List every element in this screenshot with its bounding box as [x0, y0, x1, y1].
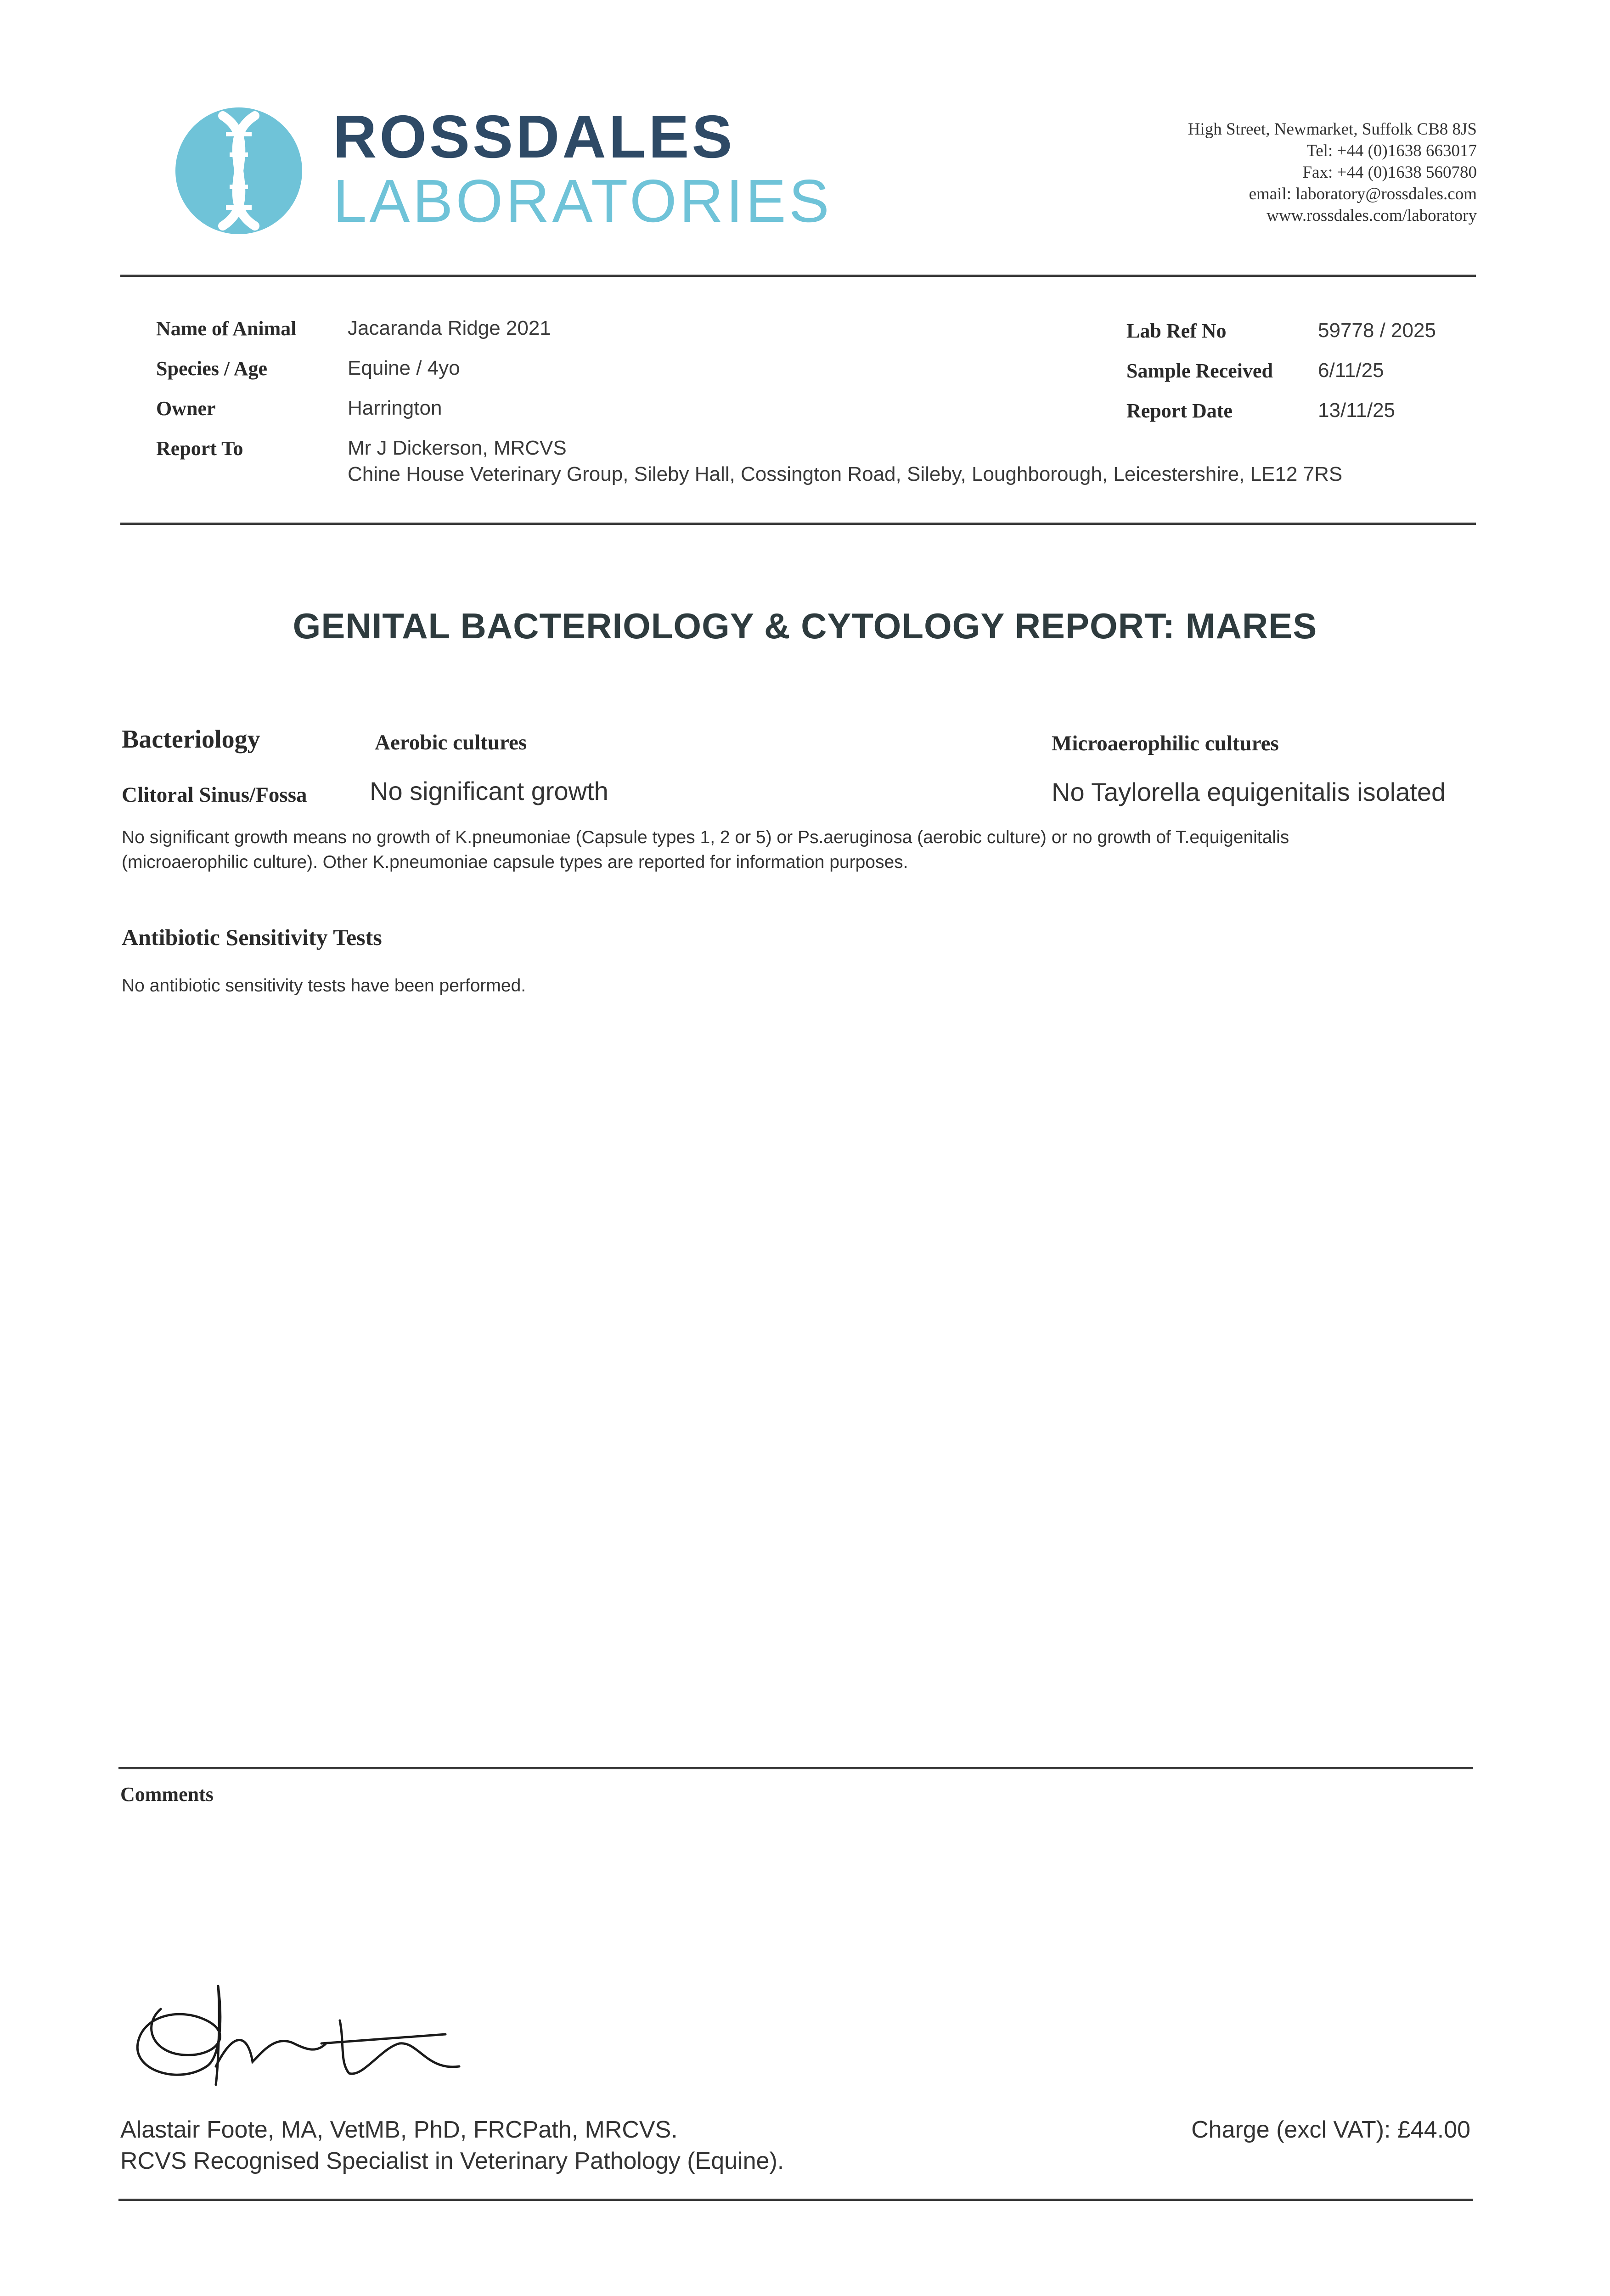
footer-divider [118, 2199, 1473, 2201]
report-to-label: Report To [156, 437, 243, 460]
animal-name-label: Name of Animal [156, 317, 297, 340]
report-to-line1: Mr J Dickerson, MRCVS [348, 437, 567, 459]
signature [124, 1975, 473, 2112]
header-divider [120, 275, 1476, 277]
antibiotic-heading: Antibiotic Sensitivity Tests [122, 924, 382, 950]
signatory-name: Alastair Foote, MA, VetMB, PhD, FRCPath, MRCVS. [120, 2116, 678, 2143]
charge-text: Charge (excl VAT): £44.00 [1191, 2116, 1470, 2143]
aerobic-cultures-heading: Aerobic cultures [375, 731, 527, 754]
logo-wordmark-line1: ROSSDALES [333, 103, 735, 170]
comments-divider [118, 1767, 1473, 1769]
comments-heading: Comments [120, 1783, 214, 1806]
report-title: GENITAL BACTERIOLOGY & CYTOLOGY REPORT: MARES [293, 606, 1317, 646]
sample-received-value: 6/11/25 [1318, 359, 1384, 382]
antibiotic-text: No antibiotic sensitivity tests have been performed. [122, 976, 526, 996]
report-date-label: Report Date [1126, 400, 1233, 422]
bacteriology-note [122, 825, 1481, 875]
info-divider [120, 523, 1476, 525]
dna-helix-icon [175, 107, 303, 235]
microaerophilic-result: No Taylorella equigenitalis isolated [1052, 777, 1446, 806]
species-age-label: Species / Age [156, 357, 267, 380]
contact-email: email: laboratory@rossdales.com [1249, 185, 1477, 203]
lab-ref-value: 59778 / 2025 [1318, 319, 1436, 342]
contact-tel: Tel: +44 (0)1638 663017 [1306, 141, 1477, 160]
signatory-title: RCVS Recognised Specialist in Veterinary Pathology (Equine). [120, 2148, 784, 2174]
signatory-block [120, 2114, 784, 2177]
logo-wordmark-line2: LABORATORIES [333, 167, 832, 235]
contact-address: High Street, Newmarket, Suffolk CB8 8JS [1188, 120, 1477, 139]
owner-value: Harrington [348, 397, 442, 419]
species-age-value: Equine / 4yo [348, 357, 460, 379]
aerobic-result: No significant growth [370, 777, 608, 805]
microaerophilic-cultures-heading: Microaerophilic cultures [1052, 732, 1279, 755]
bacteriology-heading: Bacteriology [122, 725, 260, 754]
contact-web: www.rossdales.com/laboratory [1267, 206, 1477, 225]
report-to-line2: Chine House Veterinary Group, Sileby Hall, Cossington Road, Sileby, Loughborough, Leicestershire, LE12 7RS [348, 463, 1343, 485]
bacteriology-note-line2: (microaerophilic culture). Other K.pneumoniae capsule types are reported for information purposes. [122, 852, 908, 872]
owner-label: Owner [156, 397, 216, 420]
sample-site-label: Clitoral Sinus/Fossa [122, 783, 307, 807]
animal-name-value: Jacaranda Ridge 2021 [348, 317, 551, 339]
report-date-value: 13/11/25 [1318, 399, 1396, 422]
lab-ref-label: Lab Ref No [1126, 320, 1227, 342]
contact-block [1188, 118, 1477, 226]
contact-fax: Fax: +44 (0)1638 560780 [1302, 163, 1477, 182]
sample-received-label: Sample Received [1126, 360, 1273, 382]
bacteriology-note-line1: No significant growth means no growth of K.pneumoniae (Capsule types 1, 2 or 5) or Ps.aeruginosa (aerobic culture) or no growth of T.equigenitalis [122, 827, 1289, 847]
